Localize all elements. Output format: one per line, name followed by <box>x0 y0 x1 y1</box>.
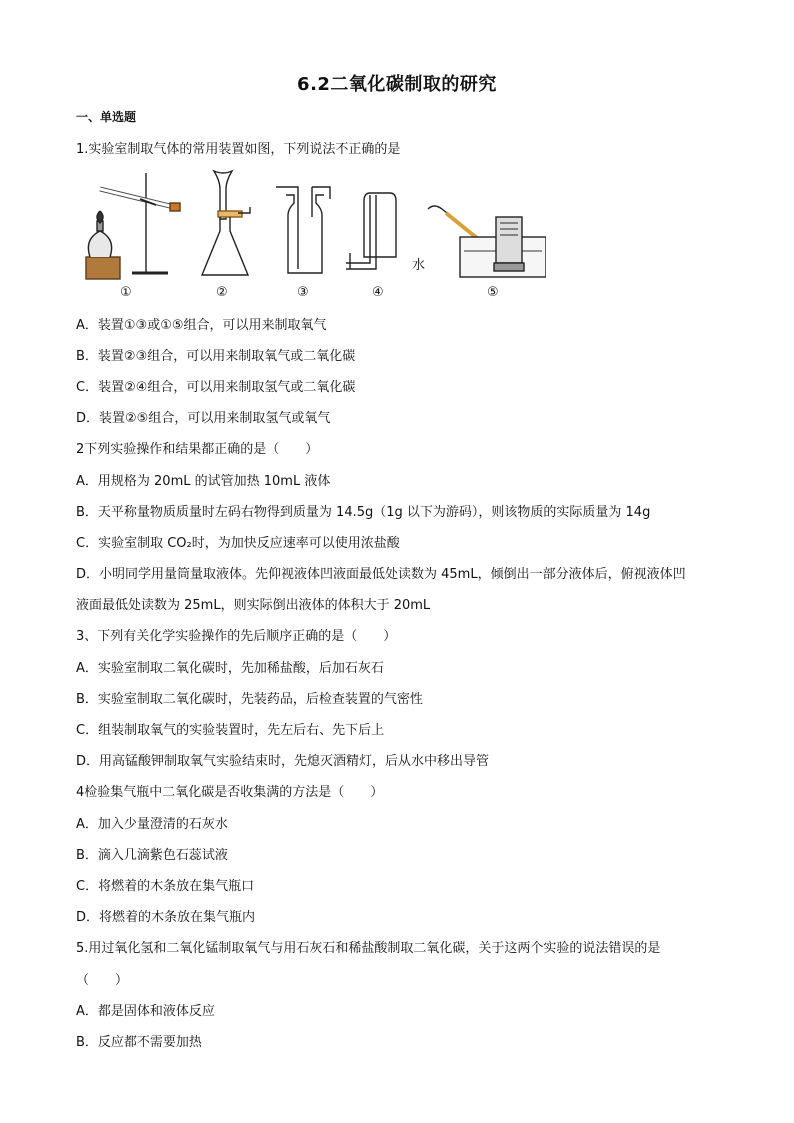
question-5-stem-cont: （ ） <box>76 973 129 988</box>
question-2-option-d-cont: 液面最低处读数为 25mL，则实际倒出液体的体积大于 20mL <box>76 598 431 613</box>
question-3-option-d: D．用高锰酸钾制取氧气实验结束时，先熄灭酒精灯，后从水中移出导管 <box>76 754 490 769</box>
question-1-option-a: A．装置①③或①⑤组合，可以用来制取氧气 <box>76 318 327 333</box>
question-2-option-b: B．天平称量物质质量时左码右物得到质量为 14.5g（1g 以下为游码），则该物质的实际质量为 14g <box>76 505 651 520</box>
figure-label-5: ⑤ <box>487 285 499 300</box>
question-2-option-c: C．实验室制取 CO₂时，为加快反应速率可以使用浓盐酸 <box>76 536 400 551</box>
question-4-option-d: D．将燃着的木条放在集气瓶内 <box>76 910 256 925</box>
figure-label-2: ② <box>216 285 228 300</box>
figure-label-3: ③ <box>297 285 309 300</box>
question-4-option-c: C．将燃着的木条放在集气瓶口 <box>76 879 255 894</box>
question-3-option-a: A．实验室制取二氧化碳时，先加稀盐酸，后加石灰石 <box>76 661 384 676</box>
question-2-option-d: D．小明同学用量筒量取液体。先仰视液体凹液面最低处读数为 45mL，倾倒出一部分液体后，俯视液体凹 <box>76 567 686 582</box>
question-2-stem: 2下列实验操作和结果都正确的是（ ） <box>76 442 319 457</box>
apparatus-4 <box>346 193 396 269</box>
question-4-stem: 4检验集气瓶中二氧化碳是否收集满的方法是（ ） <box>76 785 384 800</box>
page-title: 6.2二氧化碳制取的研究 <box>297 74 497 95</box>
figure-label-1: ① <box>120 285 132 300</box>
apparatus-3 <box>276 187 330 273</box>
question-3-stem: 3、下列有关化学实验操作的先后顺序正确的是（ ） <box>76 629 397 644</box>
figure-label-4: ④ <box>372 285 384 300</box>
question-5-option-b: B．反应都不需要加热 <box>76 1035 202 1050</box>
question-2-option-a: A．用规格为 20mL 的试管加热 10mL 液体 <box>76 474 331 489</box>
apparatus-5 <box>428 206 546 277</box>
question-5-stem: 5.用过氧化氢和二氧化锰制取氧气与用石灰石和稀盐酸制取二氧化碳，关于这两个实验的说法错误的是 <box>76 941 661 956</box>
apparatus-figure <box>76 165 546 305</box>
question-3-option-b: B．实验室制取二氧化碳时，先装药品，后检查装置的气密性 <box>76 692 423 707</box>
apparatus-2 <box>202 171 250 275</box>
question-5-option-a: A．都是固体和液体反应 <box>76 1004 215 1019</box>
question-1-option-b: B．装置②③组合，可以用来制取氧气或二氧化碳 <box>76 349 356 364</box>
question-4-option-b: B．滴入几滴紫色石蕊试液 <box>76 848 228 863</box>
question-3-option-c: C．组装制取氧气的实验装置时，先左后右、先下后上 <box>76 723 385 738</box>
question-1-stem: 1.实验室制取气体的常用装置如图，下列说法不正确的是 <box>76 142 401 157</box>
apparatus-1 <box>86 173 180 279</box>
section-heading: 一、单选题 <box>76 110 137 124</box>
question-4-option-a: A．加入少量澄清的石灰水 <box>76 817 228 832</box>
water-label: 水 <box>412 258 426 273</box>
apparatus-diagram <box>76 165 546 305</box>
question-1-option-d: D．装置②⑤组合，可以用来制取氢气或氧气 <box>76 411 331 426</box>
question-1-option-c: C．装置②④组合，可以用来制取氢气或二氧化碳 <box>76 380 356 395</box>
